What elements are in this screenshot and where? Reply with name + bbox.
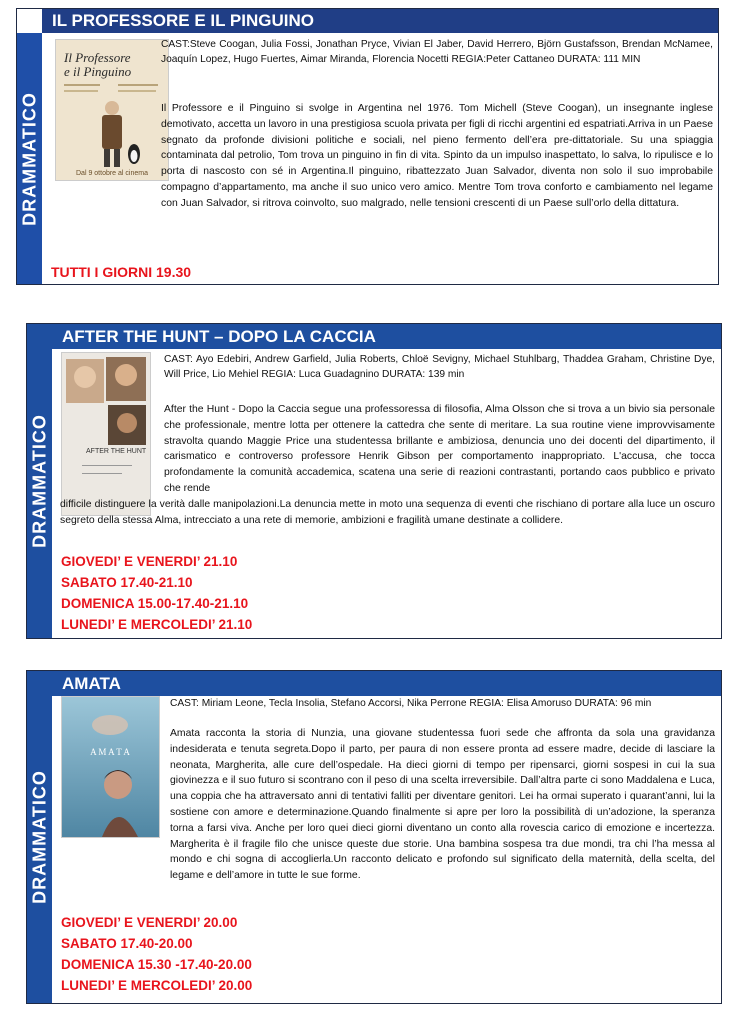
film-poster xyxy=(55,39,169,181)
film-card-professore xyxy=(16,8,719,285)
genre-label xyxy=(27,671,52,1003)
genre-label xyxy=(17,33,42,284)
film-credits: CAST:Steve Coogan, Julia Fossi, Jonathan Pryce, Vivian El Jaber, David Herrero, Björn Gustafsson, Brendan McNamee, Joaquín Lopez, Hugo Fuertes, Aimar Miranda, Florencia Nocetti REGIA:Peter Cattaneo DURATA: 111 MIN xyxy=(161,39,713,65)
poster-title: AFTER THE HUNT xyxy=(86,448,147,455)
poster-tagline: Dal 9 ottobre al cinema xyxy=(76,170,148,177)
film-synopsis xyxy=(60,402,715,528)
synopsis-part: After the Hunt - Dopo la Caccia segue una professoressa di filosofia, Alma Olsson che si trova a un bivio sia personale che professionale, mentre lotta per ottenere la cattedra che sente di meritare. La sua routine viene improvvisamente stravolta quando Maggie Price una studentessa brillante e ambiziosa, denuncia uno dei docenti del dipartimento, il carismatico e controverso professore Henrik Gibson per comportamento inappropriato. L'accusa, che tocca profondamente la comunità accademica, scatena una serie di reazioni contrastanti, portando caos pubblico e privato che rende xyxy=(164,404,715,494)
film-title: IL PROFESSORE E IL PINGUINO xyxy=(42,9,718,33)
film-synopsis: Amata racconta la storia di Nunzia, una giovane studentessa fuori sede che affronta da sola una gravidanza indesiderata e tenuta segreta.Dopo il parto, per paura di non essere pronta ad essere madre, decide di lasciare la neonata, Margherita, alle cure dell’ospedale. Ha dieci giorni di tempo per ripensarci, giorni sospesi in cui la sua giovinezza e il suo futuro si scontrano con il peso di una scelta irreversibile. Dall’altra parte ci sono Maddalena e Luca, una coppia che ha attraversato anni di tentativi falliti per diventare genitori. Lei ha ormai superato i quarant’anni, lui la sostiene con amore e determinazione.Quando finalmente si apre per loro la possibilità di un’adozione, la speranza torna a farsi viva. Anche per loro quei dieci giorni diventano un conto alla rovescia carico di emozione e incertezza. Margherita è il fragile filo che unisce queste due storie. Una bambina sospesa tra due mondi, tra chi l’ha messa al mondo e chi sogna di accoglierla.Un racconto delicato e profondo sul significato della maternità, della scelta, del legame e dell’amore in tutte le sue forme. xyxy=(170,728,715,882)
showtimes xyxy=(61,912,252,996)
showtime-line: GIOVEDI’ E VENERDI’ 20.00 xyxy=(61,915,238,930)
showtime-line: TUTTI I GIORNI 19.30 xyxy=(51,264,192,280)
poster-art xyxy=(62,353,150,515)
synopsis-continued: difficile distinguere la verità dalle manipolazioni.La denuncia mette in moto una sequenza di eventi che rischiano di portare alla luce un oscuro segreto della stessa Alma, intrecciato a una rete di memorie, ambizioni e fragilità umane destinate a collidere. xyxy=(60,498,715,526)
film-card-after-the-hunt xyxy=(26,323,722,639)
showtimes xyxy=(51,262,191,283)
showtime-line: LUNEDI’ E MERCOLEDI’ 20.00 xyxy=(61,978,253,993)
film-credits: CAST: Ayo Edebiri, Andrew Garfield, Julia Roberts, Chloë Sevigny, Michael Stuhlbarg, Thaddea Graham, Christine Dye, Will Price, Lio Mehiel REGIA: Luca Guadagnino DURATA: 139 min xyxy=(164,354,715,380)
poster-art xyxy=(62,697,159,837)
showtime-line: LUNEDI’ E MERCOLEDI’ 21.10 xyxy=(61,617,253,632)
poster-art xyxy=(56,40,168,180)
genre-text: DRAMMATICO xyxy=(19,91,39,226)
film-poster xyxy=(61,352,151,516)
showtime-line: SABATO 17.40-20.00 xyxy=(61,936,193,951)
poster-title-line1: Il Professore xyxy=(64,50,131,65)
film-title: AMATA xyxy=(52,671,721,696)
showtime-line: GIOVEDI’ E VENERDI’ 21.10 xyxy=(61,554,238,569)
showtime-line: DOMENICA 15.00-17.40-21.10 xyxy=(61,596,249,611)
genre-text: DRAMMATICO xyxy=(29,414,49,548)
genre-label xyxy=(27,324,52,638)
film-credits: CAST: Miriam Leone, Tecla Insolia, Stefano Accorsi, Nika Perrone REGIA: Elisa Amoruso DURATA: 96 min xyxy=(170,698,652,709)
poster-title-line2: e il Pinguino xyxy=(64,64,132,79)
showtime-line: DOMENICA 15.30 -17.40-20.00 xyxy=(61,957,252,972)
showtimes xyxy=(61,551,252,635)
poster-title: A M A T A xyxy=(90,747,130,757)
film-card-amata xyxy=(26,670,722,1004)
film-synopsis: Il Professore e il Pinguino si svolge in Argentina nel 1976. Tom Michell (Steve Coogan), un insegnante inglese demotivato, accetta un lavoro in una prestigiosa scuola privata per figli di ricchi argentini ed espatriati.Arriva in un Paese segnato da profonde divisioni politiche e sociali, nel pieno fermento dell’era pre-dittatoriale. Su una spiaggia contaminata dal petrolio, Tom trova un pinguino in fin di vita. Spinto da un impulso inaspettato, lo salva, lo ripulisce e lo porta di nascosto con sé in Argentina.Il pinguino, ribattezzato Juan Salvador, diventa non solo il suo improbabile compagno d’appartamento, ma anche il suo unico vero amico. Mentre Tom trova conforto e cambiamento nel legame con Juan Salvador, si ritrova coinvolto, suo malgrado, nelle tensioni crescenti di un Paese sull’orlo della dittatura. xyxy=(161,103,713,209)
showtime-line: SABATO 17.40-21.10 xyxy=(61,575,193,590)
film-title: AFTER THE HUNT – DOPO LA CACCIA xyxy=(52,324,721,349)
genre-text: DRAMMATICO xyxy=(29,770,49,904)
film-poster xyxy=(61,696,160,838)
